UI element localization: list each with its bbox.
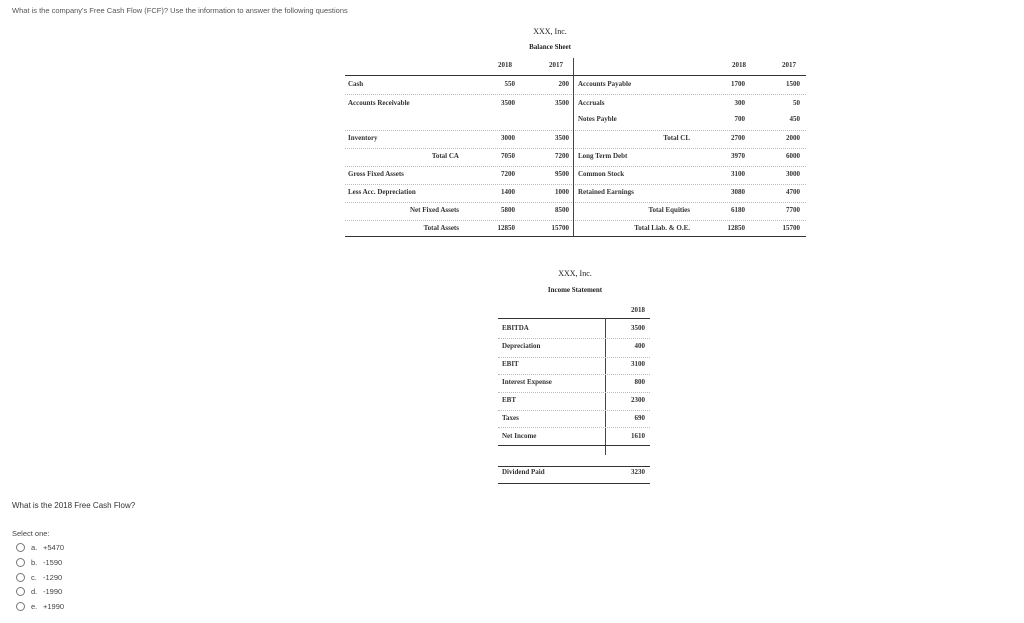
is-year: 2018 [631, 306, 645, 314]
radio-icon[interactable] [16, 573, 25, 582]
bs-right-value-2018: 3100 [731, 170, 745, 178]
bs-right-value-2018: 3080 [731, 188, 745, 196]
bs-left-value-2018: 5800 [501, 206, 515, 214]
balance-sheet-title: Balance Sheet [529, 43, 571, 51]
option-value: +5470 [43, 542, 65, 552]
is-value: 800 [634, 378, 645, 386]
is-label: EBITDA [502, 324, 529, 332]
bs-right-label: Accounts Payable [578, 80, 632, 88]
bs-right-value-2018: 12850 [727, 224, 745, 232]
is-row-rule [498, 374, 650, 375]
bs-right-label: Total Equities [648, 206, 690, 214]
answer-option-b[interactable] [16, 556, 62, 568]
balance-sheet-company: XXX, Inc. [533, 27, 567, 36]
is-label: EBIT [502, 360, 519, 368]
option-value: -1990 [43, 586, 63, 596]
is-value: 3230 [631, 468, 645, 476]
bs-right-value-2018: 700 [734, 115, 745, 123]
bs-right-label: Notes Payble [578, 115, 617, 123]
bs-left-value-2018: 7050 [501, 152, 515, 160]
income-statement-title: Income Statement [547, 286, 603, 294]
is-header-rule [498, 318, 650, 319]
bs-left-value-2017: 3500 [555, 134, 569, 142]
is-row-rule [498, 338, 650, 339]
bs-right-value-2018: 3970 [731, 152, 745, 160]
answer-option-a[interactable] [16, 541, 64, 553]
bs-right-value-2018: 1700 [731, 80, 745, 88]
is-value: 3100 [631, 360, 645, 368]
bs-right-value-2017: 7700 [786, 206, 800, 214]
bs-left-value-2017: 7200 [555, 152, 569, 160]
is-value: 690 [634, 414, 645, 422]
is-value: 1610 [631, 432, 645, 440]
bs-right-label: Retained Earnings [578, 188, 634, 196]
income-statement-table [498, 300, 650, 490]
is-value: 3500 [631, 324, 645, 332]
is-value: 2300 [631, 396, 645, 404]
question-text: What is the 2018 Free Cash Flow? [12, 501, 136, 510]
bs-year-2017-right: 2017 [782, 61, 796, 69]
select-one-label: Select one: [12, 529, 50, 538]
bs-row-rule [345, 184, 806, 185]
answer-option-d[interactable] [16, 585, 62, 597]
is-row-rule [498, 427, 650, 428]
bs-row-rule [345, 220, 806, 221]
is-row-rule [498, 466, 650, 467]
balance-sheet-table [345, 58, 806, 238]
bs-row-rule [345, 94, 806, 95]
answer-option-e[interactable] [16, 600, 64, 612]
bs-right-label: Long Term Debt [578, 152, 628, 160]
bs-left-value-2018: 1400 [501, 188, 515, 196]
bs-right-label: Total Liab. & O.E. [634, 224, 690, 232]
bs-right-value-2017: 50 [793, 99, 800, 107]
bs-row-rule [345, 148, 806, 149]
radio-icon[interactable] [16, 543, 25, 552]
bs-right-value-2018: 6180 [731, 206, 745, 214]
bs-left-label: Net Fixed Assets [410, 206, 459, 214]
bs-left-value-2017: 9500 [555, 170, 569, 178]
is-value: 400 [634, 342, 645, 350]
option-letter: c. [31, 572, 37, 582]
bs-right-label: Accruals [578, 99, 605, 107]
bs-left-label: Accounts Receivable [348, 99, 410, 107]
option-letter: a. [31, 542, 38, 552]
is-label: Interest Expense [502, 378, 552, 386]
is-label: EBT [502, 396, 517, 404]
bs-left-value-2017: 200 [558, 80, 569, 88]
radio-icon[interactable] [16, 587, 25, 596]
question-prompt: What is the company's Free Cash Flow (FCF)? Use the information to answer the following questions [12, 6, 348, 15]
radio-icon[interactable] [16, 558, 25, 567]
option-value: -1290 [43, 572, 63, 582]
is-label: Dividend Paid [502, 468, 545, 476]
bs-left-label: Less Acc. Depreciation [348, 188, 416, 196]
bs-left-value-2017: 3500 [555, 99, 569, 107]
bs-bottom-rule [345, 236, 806, 237]
bs-right-value-2017: 2000 [786, 134, 800, 142]
bs-left-label: Cash [348, 80, 364, 88]
bs-right-value-2018: 300 [734, 99, 745, 107]
bs-right-label: Common Stock [578, 170, 625, 178]
bs-year-2017-left: 2017 [549, 61, 563, 69]
option-letter: b. [31, 557, 38, 567]
is-bottom-rule [498, 483, 650, 484]
is-row-rule [498, 410, 650, 411]
bs-left-value-2017: 8500 [555, 206, 569, 214]
option-letter: e. [31, 601, 38, 611]
bs-right-value-2017: 6000 [786, 152, 800, 160]
answer-option-c[interactable] [16, 571, 62, 583]
option-letter: d. [31, 586, 38, 596]
is-row-rule [498, 392, 650, 393]
bs-left-value-2018: 550 [504, 80, 515, 88]
bs-right-value-2018: 2700 [731, 134, 745, 142]
bs-right-value-2017: 4700 [786, 188, 800, 196]
option-value: +1990 [43, 601, 65, 611]
bs-left-value-2017: 15700 [551, 224, 569, 232]
bs-row-rule [345, 130, 806, 131]
bs-left-value-2018: 12850 [497, 224, 515, 232]
is-label: Depreciation [502, 342, 541, 350]
bs-right-value-2017: 1500 [786, 80, 800, 88]
is-row-rule [498, 445, 650, 446]
bs-left-label: Total CA [431, 152, 459, 160]
bs-left-label: Inventory [348, 134, 378, 142]
bs-right-value-2017: 450 [789, 115, 800, 123]
bs-right-value-2017: 3000 [786, 170, 800, 178]
income-statement-company: XXX, Inc. [558, 269, 592, 278]
bs-right-value-2017: 15700 [782, 224, 800, 232]
bs-left-value-2018: 7200 [501, 170, 515, 178]
is-label: Taxes [502, 414, 519, 422]
bs-row-rule [345, 202, 806, 203]
bs-row-rule [345, 166, 806, 167]
bs-header-rule [345, 75, 806, 76]
bs-year-2018-left: 2018 [498, 61, 512, 69]
bs-left-value-2017: 1000 [555, 188, 569, 196]
bs-right-label: Total CL [663, 134, 690, 142]
bs-divider [573, 58, 574, 236]
is-label: Net Income [502, 432, 537, 440]
bs-year-2018-right: 2018 [732, 61, 746, 69]
radio-icon[interactable] [16, 602, 25, 611]
option-value: -1590 [43, 557, 63, 567]
bs-left-label: Gross Fixed Assets [348, 170, 404, 178]
is-row-rule [498, 357, 650, 358]
bs-left-label: Total Assets [423, 224, 459, 232]
bs-left-value-2018: 3000 [501, 134, 515, 142]
bs-left-value-2018: 3500 [501, 99, 515, 107]
